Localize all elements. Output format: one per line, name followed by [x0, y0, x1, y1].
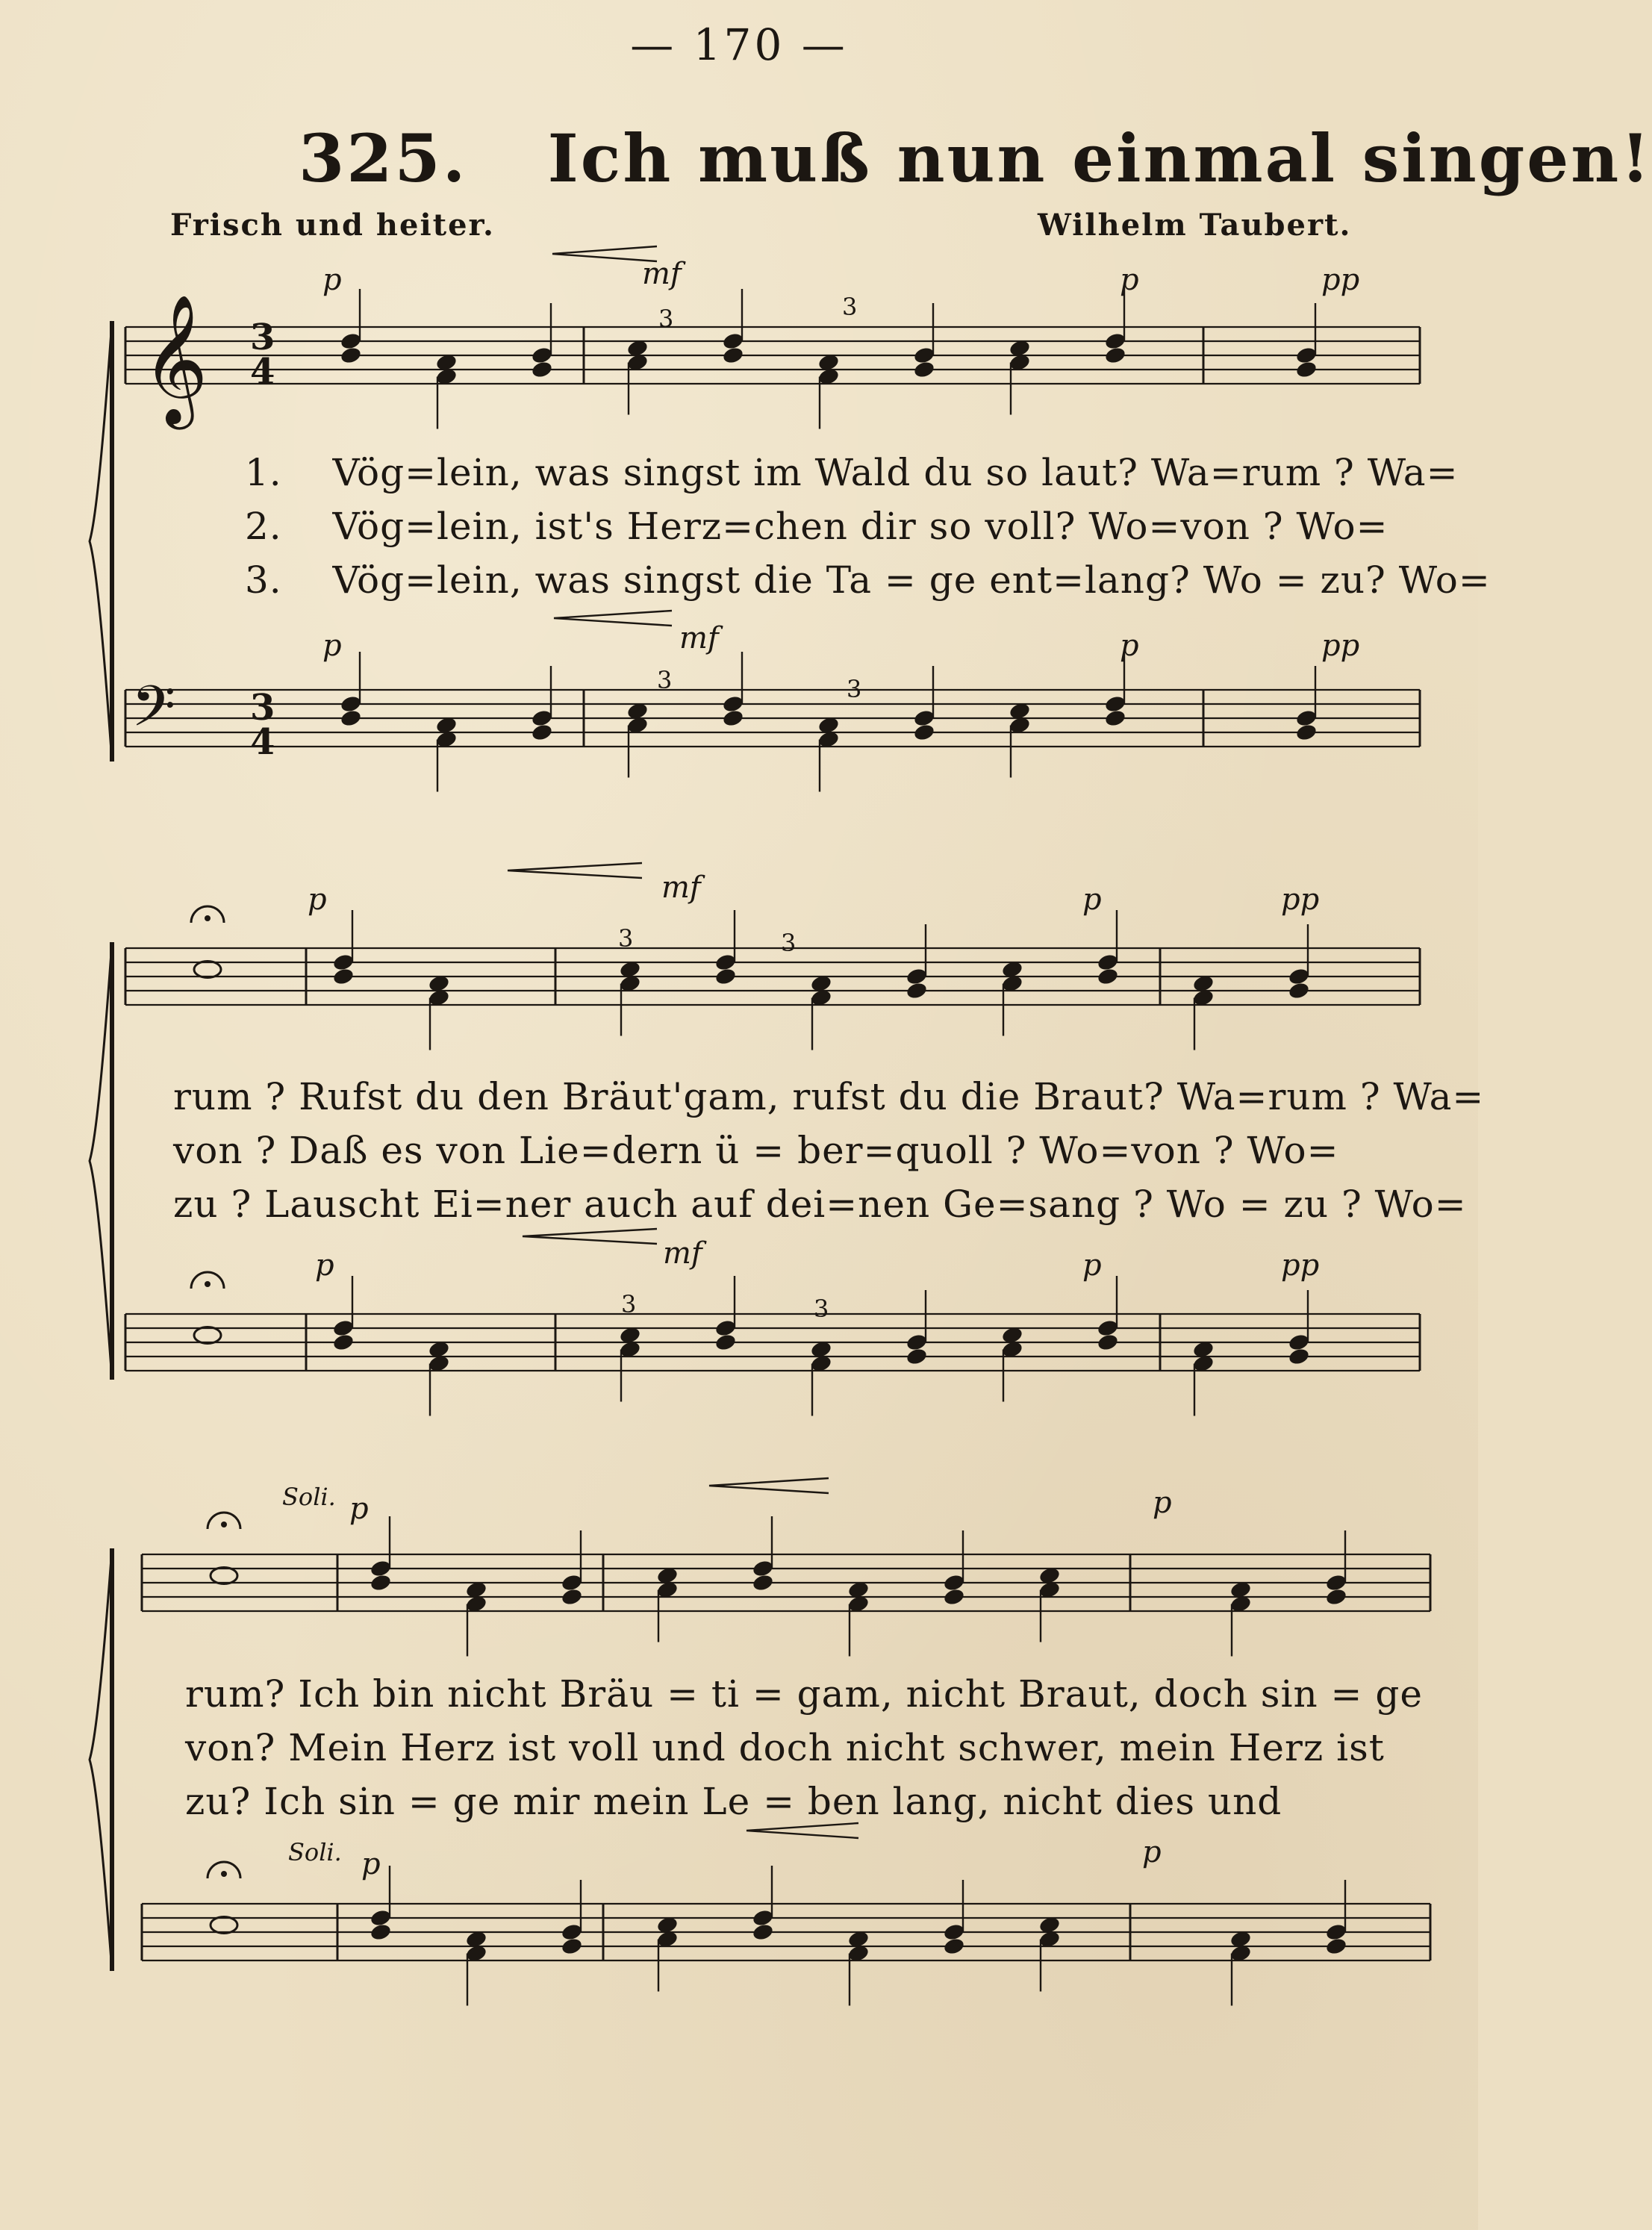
dynamic-p: p [322, 629, 342, 663]
dynamic-p: p [361, 1847, 381, 1881]
note-head [1097, 1318, 1120, 1338]
note-head [332, 1318, 355, 1338]
note-head [531, 346, 554, 365]
composer: Wilhelm Taubert. [1038, 208, 1352, 243]
note-head [722, 694, 745, 714]
note-head [370, 1573, 393, 1592]
note-head [1097, 967, 1120, 986]
note-head [943, 1573, 966, 1592]
note-head [1295, 346, 1318, 365]
fermata-dot [205, 1281, 211, 1287]
verse-1-line: rum ? Rufst du den Bräut'gam, rufst du die Braut? Wa=rum ? Wa= [173, 1075, 1485, 1118]
verse-2-line: von? Mein Herz ist voll und doch nicht schwer, mein Herz ist [185, 1726, 1385, 1769]
crescendo-hairpin [508, 863, 642, 878]
time-signature-top-bass: 3 [250, 687, 275, 729]
note-head [531, 723, 554, 742]
verse-text: Vög=lein, was singst im Wald du so laut? Wa=rum ? Wa= [332, 451, 1459, 494]
treble-clef-icon: 𝄞 [142, 294, 208, 424]
note-head [340, 346, 363, 365]
crescendo-hairpin [552, 246, 657, 261]
dynamic-p: p [1082, 1248, 1102, 1283]
verse-text: Vög=lein, ist's Herz=chen dir so voll? Wo=von ? Wo= [332, 505, 1388, 548]
note-head [332, 953, 355, 972]
note-head [906, 1333, 929, 1352]
note-head [1104, 694, 1127, 714]
verse-1-line [245, 451, 1459, 494]
note-head [1288, 1347, 1311, 1366]
fermata-dot [221, 1871, 227, 1877]
note-head [1295, 723, 1318, 742]
dynamic-p: p [315, 1248, 334, 1283]
crescendo-hairpin [709, 1478, 829, 1493]
note-head [714, 953, 738, 972]
verse-text: Vög=lein, was singst die Ta = ge ent=lang? Wo = zu? Wo= [332, 558, 1491, 602]
time-signature-bottom-bass: 4 [250, 721, 275, 763]
note-head [714, 967, 738, 986]
verse-3-line: zu ? Lauscht Ei=ner auch auf dei=nen Ge=sang ? Wo = zu ? Wo= [173, 1183, 1467, 1226]
dynamic-mf: mf [663, 1236, 702, 1271]
verse-1-line: rum? Ich bin nicht Bräu = ti = gam, nicht Braut, doch sin = ge [185, 1672, 1423, 1716]
soli-marking: Soli. [288, 1838, 342, 1866]
note-head [752, 1908, 775, 1928]
verse-number: 3. [245, 558, 282, 602]
note-head [1097, 953, 1120, 972]
half-note-head [211, 1568, 237, 1584]
system-brace [90, 321, 112, 761]
note-head [714, 1318, 738, 1338]
half-note-head [194, 1327, 221, 1344]
note-head [561, 1922, 584, 1942]
dynamic-mf: mf [679, 621, 719, 655]
dynamic-mf: mf [642, 257, 682, 291]
triplet-mark: 3 [621, 1290, 637, 1318]
note-head [1097, 1333, 1120, 1352]
note-head [722, 708, 745, 728]
note-head [370, 1908, 393, 1928]
triplet-mark: 3 [657, 666, 673, 694]
triplet-mark: 3 [658, 305, 674, 333]
crescendo-hairpin [554, 611, 672, 626]
verse-2-line: von ? Daß es von Lie=dern ü = ber=quoll ? Wo=von ? Wo= [173, 1129, 1339, 1172]
dynamic-p: p [1120, 263, 1139, 297]
note-head [1104, 708, 1127, 728]
note-head [1104, 331, 1127, 351]
note-head [531, 708, 554, 728]
dynamic-p: p [322, 263, 342, 297]
note-head [340, 708, 363, 728]
dynamic-pp: pp [1321, 629, 1360, 663]
bass-clef-icon: 𝄢 [131, 673, 176, 753]
dynamic-p: p [1153, 1486, 1172, 1520]
verse-2-line [245, 505, 1388, 548]
note-head [561, 1573, 584, 1592]
note-head [1288, 967, 1311, 986]
note-head [714, 1333, 738, 1352]
note-head [1325, 1587, 1348, 1607]
half-note-head [194, 962, 221, 978]
note-head [332, 967, 355, 986]
fermata-dot [205, 915, 211, 921]
page-number: — 170 — [630, 19, 848, 70]
note-head [1295, 360, 1318, 379]
note-head [906, 1347, 929, 1366]
note-head [1288, 1333, 1311, 1352]
note-head [722, 331, 745, 351]
note-head [913, 708, 936, 728]
note-head [332, 1333, 355, 1352]
system-brace [90, 942, 112, 1380]
note-head [340, 694, 363, 714]
dynamic-p: p [1082, 882, 1102, 917]
song-number: 325. [299, 119, 468, 197]
triplet-mark: 3 [842, 293, 858, 321]
note-head [906, 981, 929, 1000]
note-head [913, 723, 936, 742]
dynamic-p: p [1142, 1835, 1162, 1869]
note-head [1325, 1922, 1348, 1942]
song-title: Ich muß nun einmal singen! [547, 119, 1652, 197]
dynamic-pp: pp [1321, 263, 1360, 297]
verse-number: 1. [245, 451, 282, 494]
note-head [913, 346, 936, 365]
triplet-mark: 3 [781, 929, 797, 957]
note-head [752, 1922, 775, 1942]
note-head [722, 346, 745, 365]
note-head [1288, 981, 1311, 1000]
time-signature-bottom-treble: 4 [250, 351, 275, 393]
note-head [1104, 346, 1127, 365]
note-head [906, 967, 929, 986]
triplet-mark: 3 [814, 1295, 829, 1323]
note-head [752, 1559, 775, 1578]
note-head [943, 1937, 966, 1956]
triplet-mark: 3 [618, 924, 634, 953]
soli-marking: Soli. [282, 1483, 336, 1511]
note-head [943, 1922, 966, 1942]
note-head [561, 1587, 584, 1607]
crescendo-hairpin [746, 1823, 858, 1838]
note-head [752, 1573, 775, 1592]
note-head [1295, 708, 1318, 728]
note-head [943, 1587, 966, 1607]
crescendo-hairpin [523, 1229, 657, 1244]
note-head [561, 1937, 584, 1956]
verse-number: 2. [245, 505, 282, 548]
dynamic-p: p [1120, 629, 1139, 663]
time-signature-top-treble: 3 [250, 317, 275, 358]
tempo-marking: Frisch und heiter. [170, 208, 495, 243]
system-brace [90, 1548, 112, 1971]
dynamic-p: p [349, 1492, 369, 1526]
half-note-head [211, 1917, 237, 1934]
fermata-dot [221, 1522, 227, 1527]
dynamic-pp: pp [1281, 1248, 1320, 1283]
verse-3-line: zu? Ich sin = ge mir mein Le = ben lang, nicht dies und [185, 1780, 1282, 1823]
dynamic-mf: mf [661, 870, 701, 905]
note-head [370, 1559, 393, 1578]
verse-3-line [245, 558, 1491, 602]
dynamic-pp: pp [1281, 882, 1320, 917]
note-head [340, 331, 363, 351]
note-head [913, 360, 936, 379]
note-head [1325, 1573, 1348, 1592]
note-head [531, 360, 554, 379]
note-head [1325, 1937, 1348, 1956]
dynamic-p: p [308, 882, 327, 917]
note-head [370, 1922, 393, 1942]
triplet-mark: 3 [847, 675, 862, 703]
